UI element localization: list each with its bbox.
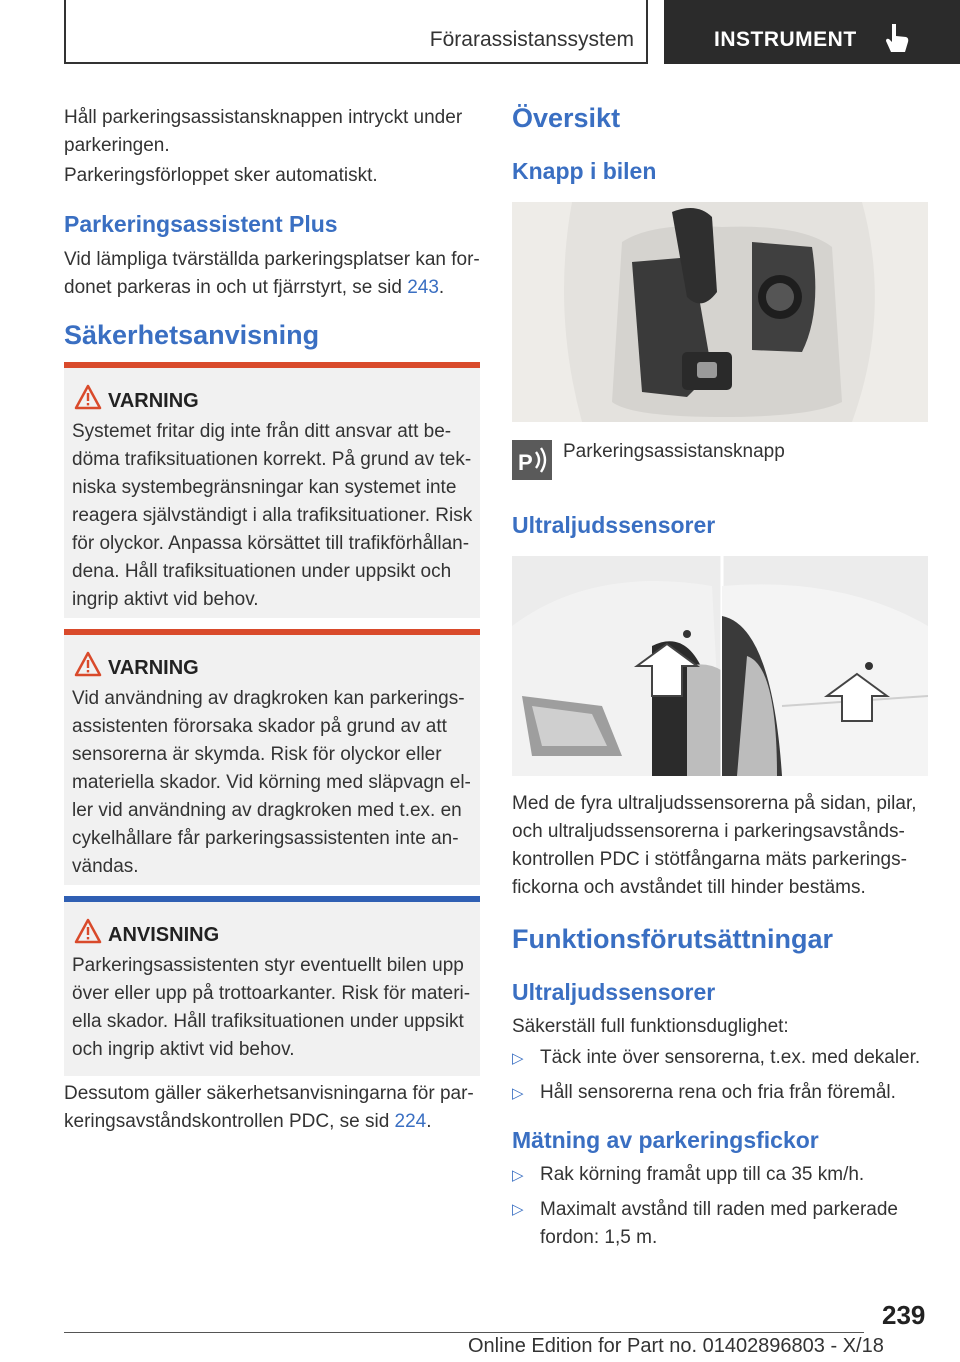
- paragraph-pdc-text: Dessutom gäller säkerhetsanvisningarna för par-keringsavståndskontrollen PDC, se sid: [64, 1083, 474, 1132]
- warning-triangle-icon: [74, 651, 102, 677]
- bullet-list-measuring: [512, 1161, 928, 1252]
- list-item: [512, 1196, 928, 1252]
- warning-box-1: [64, 362, 480, 618]
- notice-bar: [64, 896, 480, 902]
- list-item-text: Täck inte över sensorerna, t.ex. med dekaler.: [540, 1047, 921, 1068]
- button-caption: Parkeringsassistansknapp: [563, 441, 785, 462]
- section-title: Förarassistanssystem: [429, 28, 634, 51]
- list-item-text: Rak körning framåt upp till ca 35 km/h.: [540, 1164, 865, 1185]
- svg-text:P: P: [518, 450, 533, 475]
- heading-button-in-car: Knapp i bilen: [512, 158, 657, 184]
- heading-ultrasound-sensors-2: Ultraljudssensorer: [512, 979, 716, 1005]
- chapter-tab[interactable]: [664, 0, 960, 64]
- warning-text: Systemet fritar dig inte från ditt ansvar att be-döma trafiksituationen korrekt. På grund av tek-niska systembegränsningar kan systemet inte reagera självständigt i alla trafiksituationer. Risk för olyckor. Anpassa körsättet till trafikförhållan-dena. Håll trafiksituationen under uppsikt och ingrip aktivt vid behov.: [72, 421, 473, 610]
- list-item: [512, 1044, 928, 1073]
- triangle-bullet-icon: ▷: [512, 1050, 524, 1067]
- list-item: [512, 1079, 928, 1108]
- heading-ultrasound-sensors: Ultraljudssensorer: [512, 512, 716, 538]
- paragraph-pdc-end: .: [426, 1111, 432, 1132]
- paragraph-automatic: Parkeringsförloppet sker automatiskt.: [64, 165, 378, 186]
- page-link-243[interactable]: 243: [407, 277, 439, 298]
- heading-safety: Säkerhetsanvisning: [64, 320, 320, 350]
- car-sensors-image: [512, 556, 928, 776]
- triangle-bullet-icon: ▷: [512, 1167, 524, 1184]
- heading-parking-assistant-plus: Parkeringsassistent Plus: [64, 211, 338, 237]
- heading-measuring-parking-spaces: Mätning av parkeringsfickor: [512, 1127, 819, 1153]
- warning-triangle-icon: [74, 384, 102, 410]
- paragraph-remote-parking: [64, 246, 480, 302]
- parking-assist-button-icon: [512, 440, 552, 480]
- paragraph-hold-button: Håll parkeringsassistansknappen intryckt under parkeringen.: [64, 107, 463, 156]
- list-item-text: Maximalt avstånd till raden med parkerade fordon: 1,5 m.: [540, 1199, 899, 1248]
- warning-triangle-icon: [74, 918, 102, 944]
- parking-assist-glyph: [512, 440, 552, 480]
- warning-title: VARNING: [108, 657, 199, 679]
- hand-pointer-icon: [884, 22, 910, 54]
- center-console-image: [512, 202, 928, 422]
- warning-text: Vid användning av dragkroken kan parkerings-assistenten förorsaka skador på grund av att sensorerna är skymda. Risk för olyckor eller materiella skador. Vid körning med släpvagn el-ler vid användning av dragkroken med t.ex. en cykelhållare får parkeringsassistenten inte an-vändas.: [72, 688, 471, 877]
- warning-bar: [64, 629, 480, 635]
- heading-overview: Översikt: [512, 103, 621, 133]
- notice-box: [64, 896, 480, 1076]
- paragraph-ensure: Säkerställ full funktionsduglighet:: [512, 1016, 789, 1037]
- chapter-tab-label: INSTRUMENT: [714, 28, 857, 51]
- notice-title: ANVISNING: [108, 924, 220, 946]
- list-item-text: Håll sensorerna rena och fria från föremål.: [540, 1082, 896, 1103]
- heading-function-requirements: Funktionsförutsättningar: [512, 924, 833, 954]
- warning-title: VARNING: [108, 390, 199, 412]
- triangle-bullet-icon: ▷: [512, 1201, 524, 1218]
- edition-footer: Online Edition for Part no. 01402896803 - X/18: [468, 1335, 884, 1357]
- page-link-224[interactable]: 224: [394, 1111, 427, 1132]
- paragraph-remote-parking-text: Vid lämpliga tvärställda parkeringsplatser kan for-donet parkeras in och ut fjärrstyrt, se sid: [64, 249, 480, 298]
- bullet-list-sensors: [512, 1044, 928, 1108]
- paragraph-pdc-reference: [64, 1080, 480, 1136]
- paragraph-ultrasound: Med de fyra ultraljudssensorerna på sidan, pilar, och ultraljudssensorerna i parkeringsavstånds-kontrollen PDC i stötfångarna mäts parkerings-fickorna och avståndet till hinder bestäms.: [512, 793, 917, 898]
- paragraph-remote-parking-end: .: [438, 277, 445, 298]
- list-item: [512, 1161, 928, 1190]
- warning-box-2: [64, 629, 480, 885]
- center-console-drawing: [512, 202, 928, 422]
- car-sensors-drawing: [512, 556, 928, 776]
- triangle-bullet-icon: ▷: [512, 1085, 524, 1102]
- notice-text: Parkeringsassistenten styr eventuellt bilen upp över eller upp på trottoarkanter. Risk för materi-ella skador. Håll trafiksituationen under uppsikt och ingrip aktivt vid behov.: [72, 955, 471, 1060]
- warning-bar: [64, 362, 480, 368]
- page-number: 239: [882, 1300, 926, 1330]
- footer-divider: [64, 1332, 864, 1333]
